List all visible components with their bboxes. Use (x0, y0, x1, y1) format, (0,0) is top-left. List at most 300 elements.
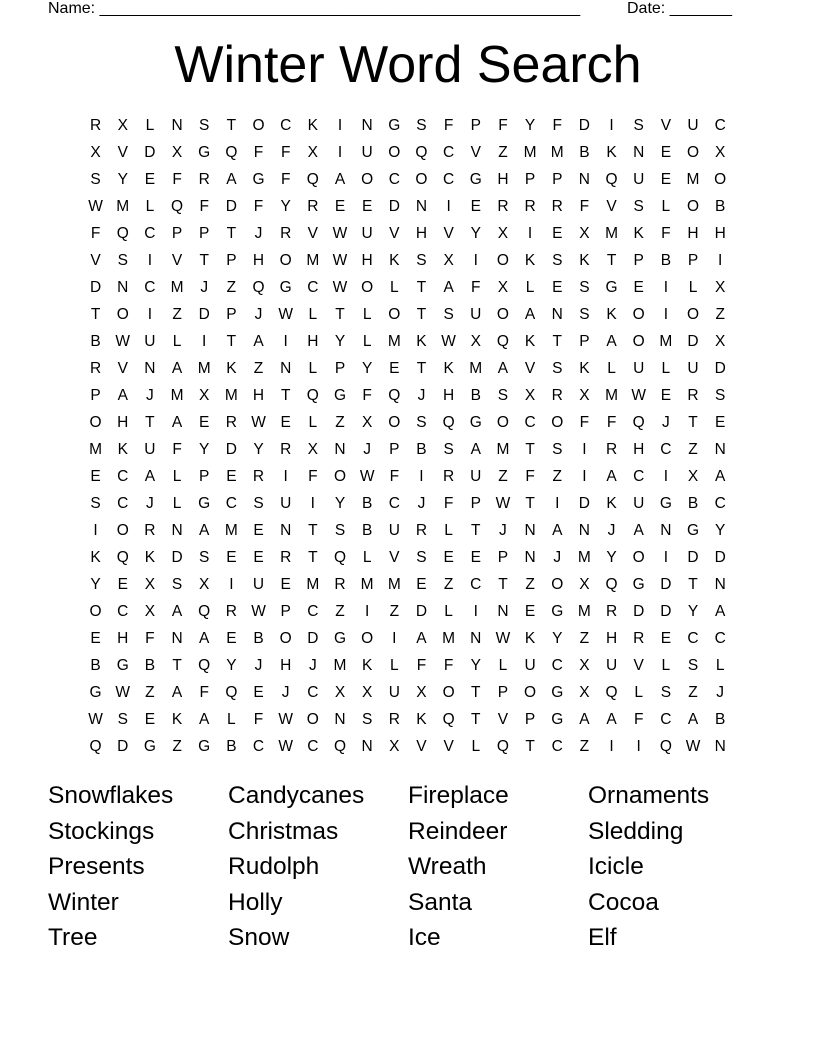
grid-letter[interactable]: Z (498, 144, 508, 161)
grid-letter[interactable]: M (496, 441, 510, 458)
grid-letter[interactable]: S (715, 387, 726, 404)
grid-letter[interactable]: P (687, 252, 699, 269)
grid-letter[interactable]: D (714, 360, 726, 377)
grid-letter[interactable]: A (715, 468, 726, 485)
grid-letter[interactable]: A (715, 603, 726, 620)
grid-letter[interactable]: B (144, 657, 156, 674)
grid-letter[interactable]: S (416, 252, 427, 269)
grid-letter[interactable]: Y (606, 549, 617, 566)
grid-letter[interactable]: H (633, 441, 645, 458)
grid-letter[interactable]: T (471, 684, 481, 701)
grid-letter[interactable]: Q (605, 171, 618, 188)
grid-letter[interactable]: V (443, 225, 454, 242)
grid-letter[interactable]: I (473, 252, 478, 269)
grid-letter[interactable]: D (144, 144, 156, 161)
grid-letter[interactable]: O (361, 630, 374, 647)
grid-letter[interactable]: I (337, 117, 343, 134)
grid-letter[interactable]: L (715, 657, 725, 674)
grid-letter[interactable]: J (146, 387, 154, 404)
grid-letter[interactable]: O (333, 468, 347, 485)
grid-letter[interactable]: H (714, 225, 726, 242)
grid-letter[interactable]: C (714, 117, 726, 134)
grid-letter[interactable]: P (226, 252, 237, 269)
grid-letter[interactable]: W (441, 333, 456, 350)
grid-letter[interactable]: K (579, 360, 590, 377)
grid-letter[interactable]: O (89, 603, 102, 620)
grid-letter[interactable]: O (442, 684, 455, 701)
grid-letter[interactable]: P (199, 225, 210, 242)
grid-letter[interactable]: P (497, 549, 509, 566)
grid-letter[interactable]: Q (496, 333, 509, 350)
grid-letter[interactable]: B (226, 738, 237, 755)
grid-letter[interactable]: Q (252, 279, 265, 296)
grid-letter[interactable]: M (577, 549, 591, 566)
grid-letter[interactable]: A (144, 468, 156, 485)
grid-letter[interactable]: Z (443, 576, 454, 593)
grid-letter[interactable]: M (170, 279, 184, 296)
grid-letter[interactable]: T (90, 306, 101, 323)
grid-letter[interactable]: C (144, 279, 156, 296)
grid-letter[interactable]: K (443, 360, 454, 377)
grid-letter[interactable]: F (552, 117, 562, 134)
grid-letter[interactable]: G (279, 279, 292, 296)
grid-letter[interactable]: O (252, 117, 265, 134)
grid-letter[interactable]: R (524, 198, 536, 215)
grid-letter[interactable]: Z (579, 630, 590, 647)
grid-letter[interactable]: Q (333, 738, 347, 755)
grid-letter[interactable]: D (388, 198, 400, 215)
grid-letter[interactable]: M (387, 576, 401, 593)
grid-letter[interactable]: M (577, 603, 591, 620)
grid-letter[interactable]: L (607, 360, 616, 377)
grid-letter[interactable]: U (388, 522, 400, 539)
grid-letter[interactable]: L (389, 279, 399, 296)
grid-letter[interactable]: S (416, 117, 427, 134)
grid-letter[interactable]: I (609, 738, 614, 755)
grid-letter[interactable]: N (578, 171, 590, 188)
grid-letter[interactable]: D (307, 630, 319, 647)
grid-letter[interactable]: Q (333, 549, 347, 566)
grid-letter[interactable]: K (389, 252, 400, 269)
grid-letter[interactable]: A (199, 630, 210, 647)
grid-letter[interactable]: N (714, 441, 726, 458)
grid-letter[interactable]: U (280, 495, 292, 512)
grid-letter[interactable]: F (661, 225, 671, 242)
grid-letter[interactable]: X (687, 468, 699, 485)
grid-letter[interactable]: B (715, 711, 726, 728)
grid-letter[interactable]: Q (198, 603, 211, 620)
grid-letter[interactable]: U (470, 468, 482, 485)
grid-letter[interactable]: Z (172, 738, 182, 755)
grid-letter[interactable]: O (632, 549, 645, 566)
grid-letter[interactable]: X (524, 387, 536, 404)
grid-letter[interactable]: Z (253, 360, 264, 377)
grid-letter[interactable]: C (551, 738, 563, 755)
grid-letter[interactable]: S (416, 414, 427, 431)
grid-letter[interactable]: U (633, 171, 645, 188)
grid-letter[interactable]: G (469, 414, 482, 431)
grid-letter[interactable]: S (552, 441, 563, 458)
grid-letter[interactable]: Z (715, 306, 725, 323)
grid-letter[interactable]: V (497, 711, 509, 728)
grid-letter[interactable]: D (687, 333, 699, 350)
grid-letter[interactable]: T (199, 252, 209, 269)
grid-letter[interactable]: Y (552, 630, 563, 647)
grid-letter[interactable]: F (525, 468, 535, 485)
grid-letter[interactable]: O (388, 144, 401, 161)
grid-letter[interactable]: J (254, 657, 263, 674)
grid-letter[interactable]: C (117, 495, 129, 512)
grid-letter[interactable]: E (226, 468, 237, 485)
grid-letter[interactable]: I (310, 495, 315, 512)
grid-letter[interactable]: T (498, 576, 508, 593)
grid-letter[interactable]: Q (225, 684, 238, 701)
grid-letter[interactable]: S (171, 576, 183, 593)
grid-letter[interactable]: K (524, 252, 536, 269)
grid-letter[interactable]: V (117, 144, 128, 161)
grid-letter[interactable]: W (332, 279, 348, 296)
grid-letter[interactable]: A (171, 414, 183, 431)
grid-letter[interactable]: S (90, 171, 101, 188)
grid-letter[interactable]: Y (90, 576, 101, 593)
grid-letter[interactable]: Q (116, 549, 129, 566)
grid-letter[interactable]: I (555, 495, 560, 512)
grid-letter[interactable]: L (308, 414, 318, 431)
grid-letter[interactable]: P (334, 360, 346, 377)
grid-letter[interactable]: T (308, 549, 318, 566)
grid-letter[interactable]: B (416, 441, 427, 458)
grid-letter[interactable]: L (471, 738, 481, 755)
grid-letter[interactable]: A (226, 171, 237, 188)
grid-letter[interactable]: H (117, 630, 129, 647)
grid-letter[interactable]: O (415, 171, 428, 188)
grid-letter[interactable]: M (605, 387, 618, 404)
grid-letter[interactable]: D (198, 306, 210, 323)
grid-letter[interactable]: P (171, 225, 183, 242)
grid-letter[interactable]: J (607, 522, 616, 539)
grid-letter[interactable]: N (524, 549, 536, 566)
grid-letter[interactable]: W (251, 414, 266, 431)
grid-letter[interactable]: W (631, 387, 647, 404)
grid-letter[interactable]: D (117, 738, 129, 755)
grid-letter[interactable]: B (687, 495, 699, 512)
grid-letter[interactable]: X (470, 333, 481, 350)
grid-letter[interactable]: P (524, 711, 536, 728)
grid-letter[interactable]: F (362, 387, 372, 404)
grid-letter[interactable]: D (660, 603, 672, 620)
grid-letter[interactable]: F (172, 171, 182, 188)
grid-letter[interactable]: U (687, 360, 699, 377)
grid-letter[interactable]: N (714, 576, 726, 593)
grid-letter[interactable]: A (171, 684, 183, 701)
grid-letter[interactable]: G (632, 576, 645, 593)
grid-letter[interactable]: R (443, 468, 455, 485)
grid-letter[interactable]: Q (306, 171, 319, 188)
grid-letter[interactable]: W (88, 711, 103, 728)
grid-letter[interactable]: A (524, 306, 536, 323)
grid-letter[interactable]: X (171, 144, 183, 161)
grid-letter[interactable]: I (93, 522, 98, 539)
grid-letter[interactable]: Y (524, 117, 536, 134)
grid-letter[interactable]: E (660, 630, 672, 647)
grid-letter[interactable]: T (688, 414, 698, 431)
grid-letter[interactable]: E (660, 144, 672, 161)
grid-letter[interactable]: S (687, 657, 699, 674)
grid-letter[interactable]: E (90, 468, 101, 485)
grid-letter[interactable]: B (90, 657, 101, 674)
grid-letter[interactable]: X (361, 684, 373, 701)
grid-letter[interactable]: Y (334, 495, 346, 512)
grid-letter[interactable]: W (332, 252, 348, 269)
grid-letter[interactable]: S (90, 495, 101, 512)
grid-letter[interactable]: E (253, 684, 264, 701)
grid-letter[interactable]: O (89, 414, 102, 431)
grid-letter[interactable]: Q (116, 225, 129, 242)
grid-letter[interactable]: I (582, 468, 587, 485)
grid-letter[interactable]: R (89, 360, 102, 377)
grid-letter[interactable]: I (337, 144, 343, 161)
grid-letter[interactable]: U (470, 306, 482, 323)
grid-letter[interactable]: X (416, 684, 427, 701)
grid-letter[interactable]: C (524, 414, 536, 431)
grid-letter[interactable]: L (661, 657, 671, 674)
grid-letter[interactable]: W (278, 738, 293, 755)
grid-letter[interactable]: G (388, 117, 401, 134)
grid-letter[interactable]: R (198, 171, 210, 188)
grid-letter[interactable]: G (551, 711, 564, 728)
grid-letter[interactable]: M (605, 225, 618, 242)
grid-letter[interactable]: S (253, 495, 264, 512)
grid-letter[interactable]: A (606, 468, 617, 485)
grid-letter[interactable]: H (280, 657, 292, 674)
grid-letter[interactable]: V (171, 252, 183, 269)
grid-letter[interactable]: T (226, 117, 237, 134)
grid-letter[interactable]: R (89, 117, 102, 134)
grid-letter[interactable]: H (361, 252, 373, 269)
grid-letter[interactable]: P (199, 468, 210, 485)
grid-letter[interactable]: Y (199, 441, 210, 458)
grid-letter[interactable]: O (361, 171, 374, 188)
grid-letter[interactable]: X (579, 657, 590, 674)
grid-letter[interactable]: F (389, 468, 400, 485)
grid-letter[interactable]: L (145, 117, 155, 134)
grid-letter[interactable]: E (524, 603, 536, 620)
grid-letter[interactable]: R (280, 225, 292, 242)
grid-letter[interactable]: R (225, 603, 237, 620)
grid-letter[interactable]: H (307, 333, 319, 350)
grid-letter[interactable]: L (444, 522, 453, 539)
grid-letter[interactable]: G (469, 171, 482, 188)
grid-letter[interactable]: A (579, 711, 590, 728)
grid-letter[interactable]: B (660, 252, 672, 269)
grid-letter[interactable]: W (359, 468, 375, 485)
grid-letter[interactable]: R (144, 522, 156, 539)
grid-letter[interactable]: P (552, 171, 563, 188)
grid-letter[interactable]: E (416, 576, 427, 593)
grid-letter[interactable]: G (659, 495, 672, 512)
grid-letter[interactable]: F (280, 144, 291, 161)
grid-letter[interactable]: X (497, 279, 509, 296)
grid-letter[interactable]: O (279, 252, 292, 269)
grid-letter[interactable]: U (388, 684, 400, 701)
grid-letter[interactable]: L (308, 306, 318, 323)
grid-letter[interactable]: R (252, 468, 265, 485)
grid-letter[interactable]: C (443, 144, 455, 161)
grid-letter[interactable]: U (144, 333, 156, 350)
grid-letter[interactable]: F (579, 198, 590, 215)
grid-letter[interactable]: E (226, 549, 237, 566)
grid-letter[interactable]: U (524, 657, 536, 674)
grid-letter[interactable]: C (714, 630, 726, 647)
grid-letter[interactable]: V (660, 117, 672, 134)
grid-letter[interactable]: Y (687, 603, 699, 620)
grid-letter[interactable]: L (362, 333, 372, 350)
grid-letter[interactable]: E (552, 279, 563, 296)
grid-letter[interactable]: R (225, 414, 237, 431)
grid-letter[interactable]: K (606, 144, 617, 161)
grid-letter[interactable]: I (663, 279, 669, 296)
grid-letter[interactable]: Y (334, 333, 346, 350)
grid-letter[interactable]: V (443, 738, 454, 755)
grid-letter[interactable]: B (361, 495, 373, 512)
grid-letter[interactable]: N (361, 738, 373, 755)
grid-letter[interactable]: O (686, 306, 700, 323)
grid-letter[interactable]: P (389, 441, 400, 458)
grid-letter[interactable]: T (335, 306, 345, 323)
grid-letter[interactable]: F (90, 225, 101, 242)
grid-letter[interactable]: S (633, 198, 644, 215)
grid-letter[interactable]: O (496, 414, 509, 431)
grid-letter[interactable]: E (389, 360, 400, 377)
grid-letter[interactable]: P (470, 117, 481, 134)
grid-letter[interactable]: W (251, 603, 266, 620)
grid-letter[interactable]: R (388, 711, 400, 728)
grid-letter[interactable]: G (551, 684, 564, 701)
grid-letter[interactable]: O (496, 306, 509, 323)
grid-letter[interactable]: Y (117, 171, 128, 188)
grid-letter[interactable]: M (333, 657, 347, 674)
grid-letter[interactable]: D (578, 495, 590, 512)
grid-letter[interactable]: X (579, 225, 590, 242)
grid-letter[interactable]: U (361, 225, 373, 242)
grid-letter[interactable]: U (252, 576, 265, 593)
grid-letter[interactable]: S (199, 117, 210, 134)
grid-letter[interactable]: L (227, 711, 236, 728)
grid-letter[interactable]: O (714, 171, 727, 188)
grid-letter[interactable]: W (685, 738, 701, 755)
grid-letter[interactable]: E (144, 171, 156, 188)
grid-letter[interactable]: W (332, 225, 348, 242)
grid-letter[interactable]: M (224, 522, 238, 539)
grid-letter[interactable]: M (197, 360, 211, 377)
grid-letter[interactable]: A (470, 441, 481, 458)
grid-letter[interactable]: Q (415, 144, 428, 161)
grid-letter[interactable]: Q (306, 387, 319, 404)
grid-letter[interactable]: G (116, 657, 129, 674)
grid-letter[interactable]: X (307, 441, 318, 458)
grid-letter[interactable]: R (687, 387, 699, 404)
grid-letter[interactable]: Z (172, 306, 182, 323)
grid-letter[interactable]: K (226, 360, 237, 377)
grid-letter[interactable]: I (147, 306, 153, 323)
grid-letter[interactable]: N (578, 522, 590, 539)
grid-letter[interactable]: Z (498, 468, 508, 485)
grid-letter[interactable]: L (525, 279, 535, 296)
grid-letter[interactable]: S (497, 387, 509, 404)
grid-letter[interactable]: F (443, 495, 454, 512)
grid-letter[interactable]: I (446, 198, 451, 215)
grid-letter[interactable]: J (661, 414, 670, 431)
grid-letter[interactable]: J (716, 684, 725, 701)
grid-letter[interactable]: Y (470, 657, 481, 674)
grid-letter[interactable]: D (171, 549, 183, 566)
grid-letter[interactable]: C (307, 603, 319, 620)
grid-letter[interactable]: F (606, 414, 617, 431)
grid-letter[interactable]: S (633, 117, 644, 134)
grid-letter[interactable]: A (443, 279, 454, 296)
grid-letter[interactable]: F (498, 117, 508, 134)
grid-letter[interactable]: E (117, 576, 128, 593)
grid-letter[interactable]: O (551, 414, 564, 431)
grid-letter[interactable]: V (633, 657, 644, 674)
grid-letter[interactable]: M (387, 333, 401, 350)
grid-letter[interactable]: G (605, 279, 618, 296)
grid-letter[interactable]: B (715, 198, 726, 215)
grid-letter[interactable]: P (280, 603, 291, 620)
grid-letter[interactable]: I (527, 225, 533, 242)
grid-letter[interactable]: A (497, 360, 509, 377)
grid-letter[interactable]: K (307, 117, 318, 134)
grid-letter[interactable]: C (117, 603, 129, 620)
grid-letter[interactable]: N (144, 360, 156, 377)
grid-letter[interactable]: T (552, 333, 562, 350)
grid-letter[interactable]: K (361, 657, 373, 674)
grid-letter[interactable]: A (606, 711, 617, 728)
grid-letter[interactable]: L (308, 360, 318, 377)
grid-letter[interactable]: E (199, 414, 210, 431)
grid-letter[interactable]: F (199, 198, 209, 215)
grid-letter[interactable]: O (686, 144, 700, 161)
grid-letter[interactable]: C (117, 468, 129, 485)
grid-letter[interactable]: D (225, 441, 237, 458)
grid-letter[interactable]: M (659, 333, 673, 350)
grid-letter[interactable]: I (663, 468, 669, 485)
grid-letter[interactable]: I (636, 738, 641, 755)
grid-letter[interactable]: S (361, 711, 373, 728)
grid-letter[interactable]: X (497, 225, 509, 242)
grid-letter[interactable]: C (307, 279, 319, 296)
grid-letter[interactable]: F (253, 198, 264, 215)
grid-letter[interactable]: A (416, 630, 427, 647)
grid-letter[interactable]: O (632, 306, 645, 323)
grid-letter[interactable]: Q (605, 576, 618, 593)
grid-letter[interactable]: D (578, 117, 590, 134)
grid-letter[interactable]: C (252, 738, 265, 755)
grid-letter[interactable]: T (606, 252, 617, 269)
grid-letter[interactable]: C (660, 441, 672, 458)
grid-letter[interactable]: M (686, 171, 700, 188)
grid-letter[interactable]: C (144, 225, 156, 242)
grid-letter[interactable]: H (443, 387, 455, 404)
grid-letter[interactable]: N (171, 117, 183, 134)
grid-letter[interactable]: Q (171, 198, 184, 215)
grid-letter[interactable]: B (90, 333, 101, 350)
grid-letter[interactable]: H (252, 387, 265, 404)
grid-letter[interactable]: H (117, 414, 129, 431)
grid-letter[interactable]: R (334, 576, 346, 593)
grid-letter[interactable]: Y (470, 225, 481, 242)
grid-letter[interactable]: X (334, 684, 346, 701)
